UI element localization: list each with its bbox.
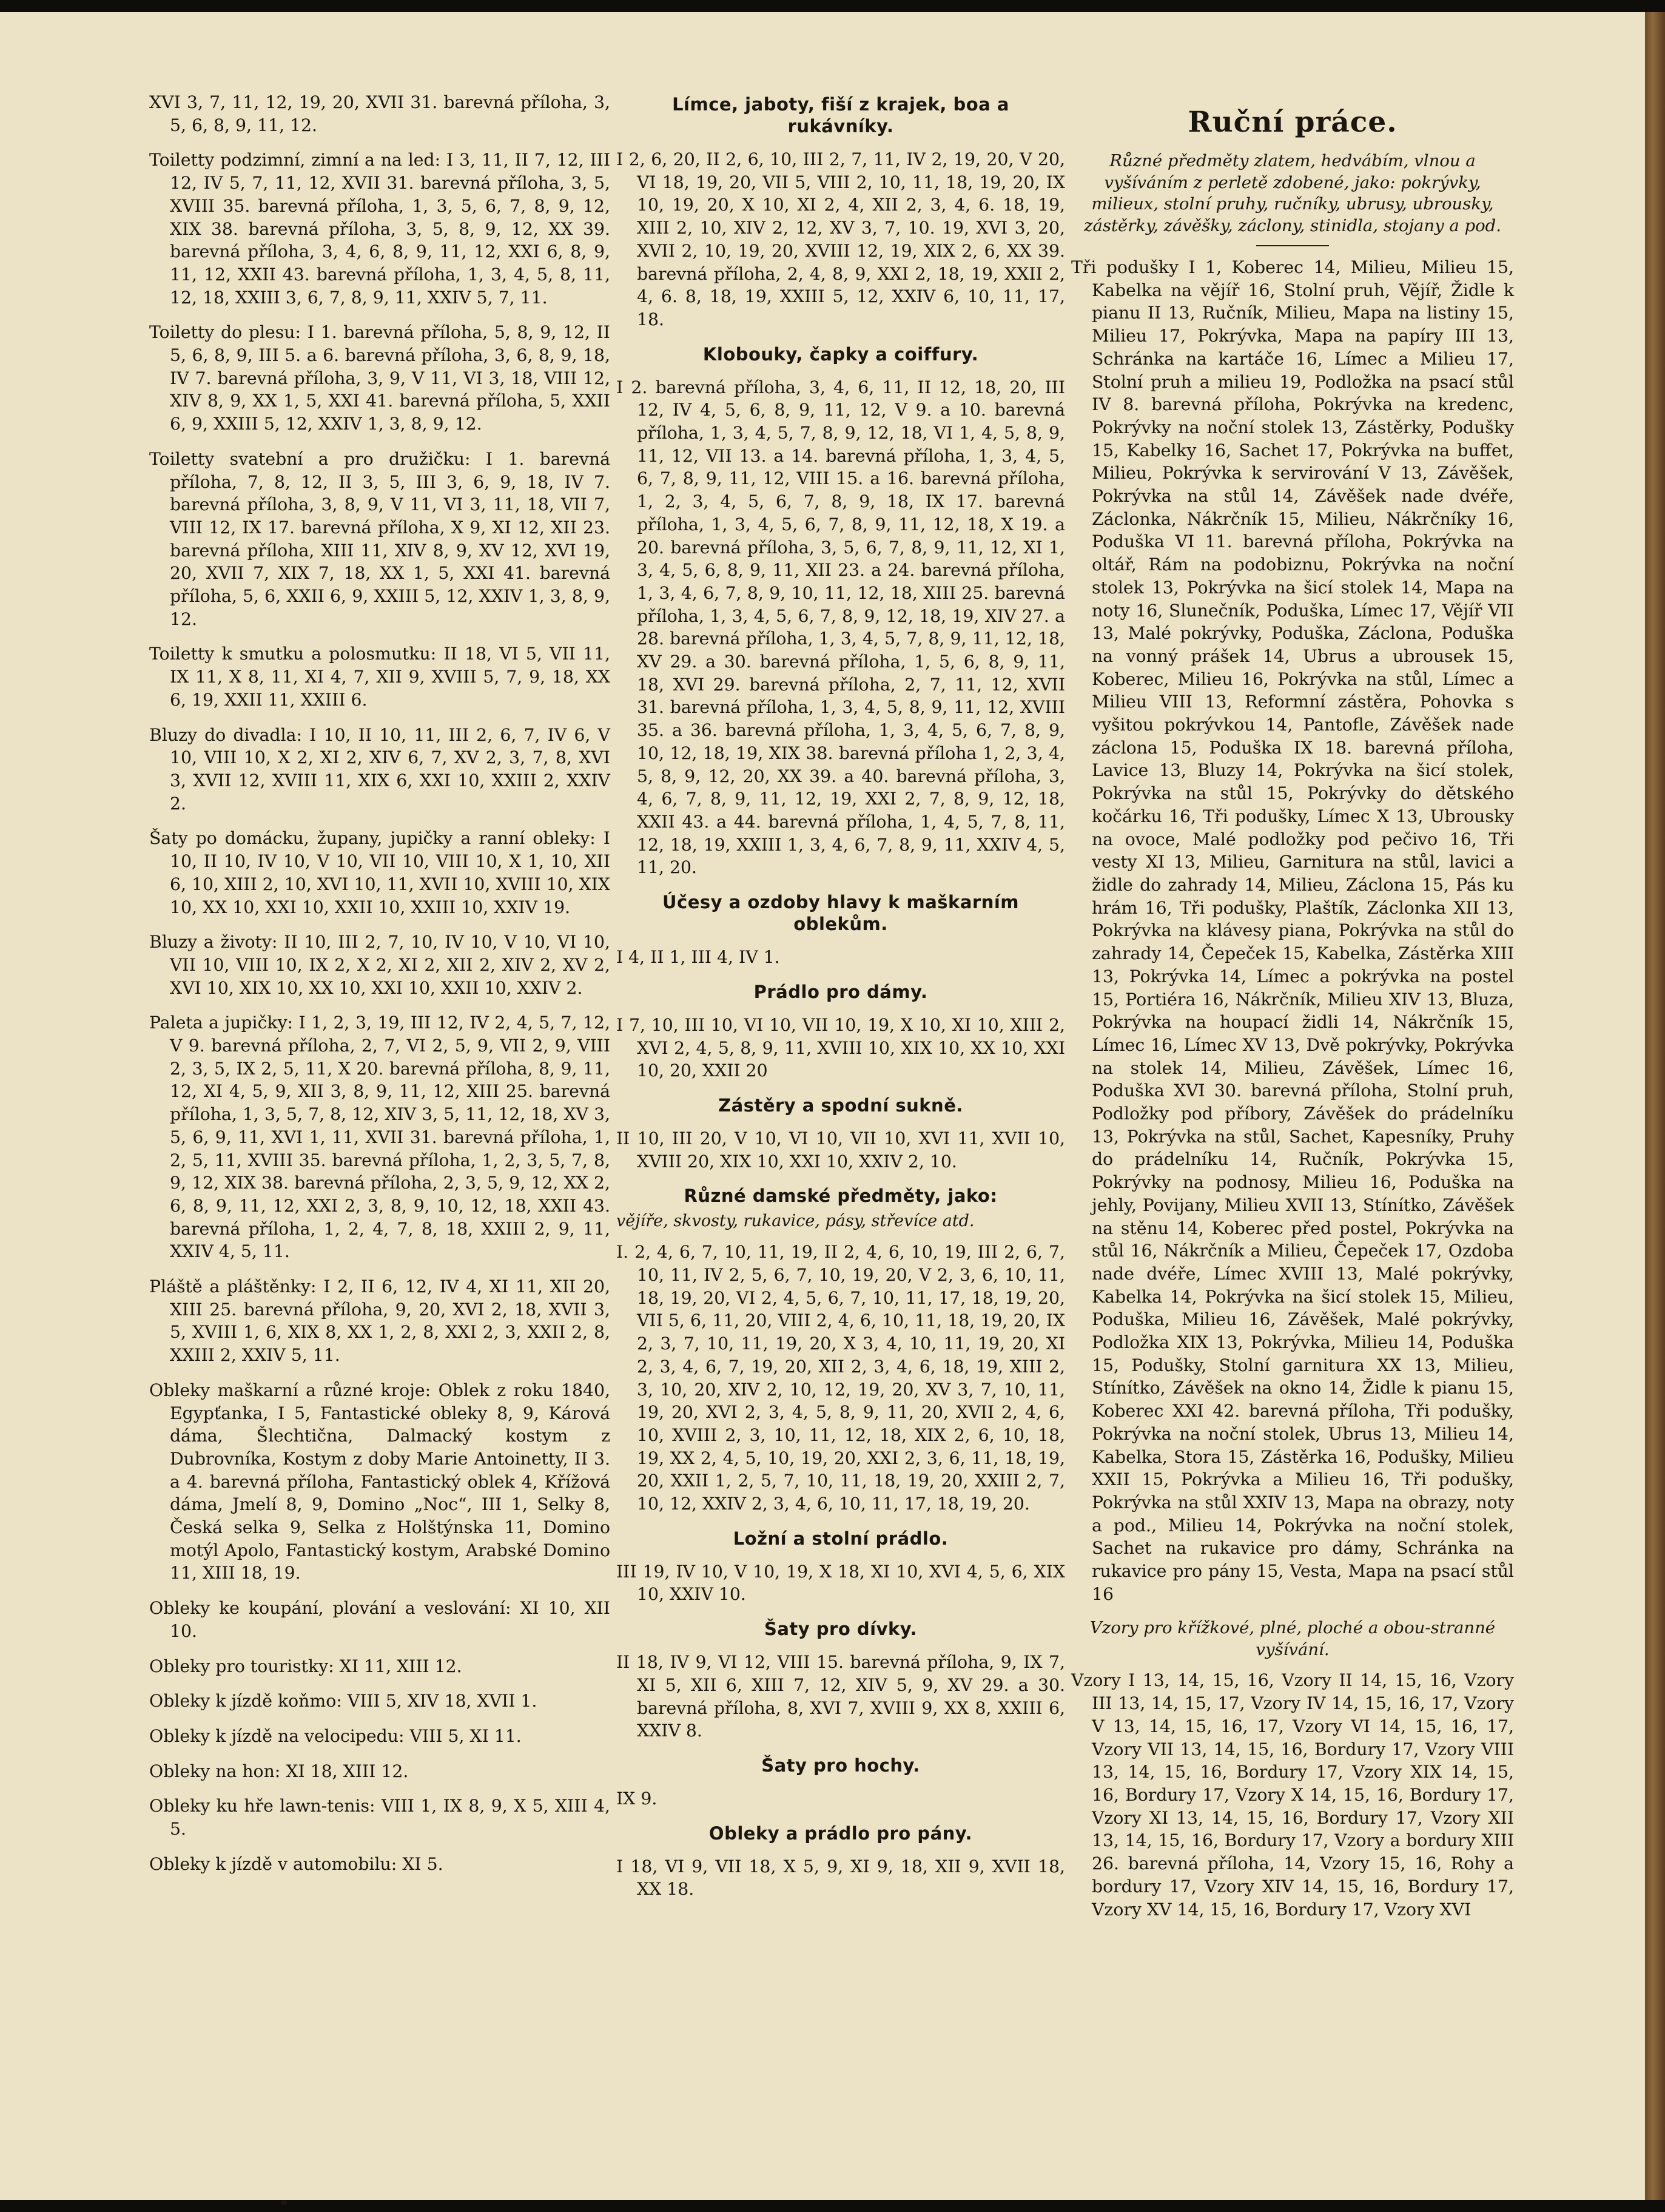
ink-dot [281,2200,287,2205]
page-edge [1645,12,1665,2200]
column-middle [616,91,1065,1913]
index-entry: Toiletty podzimní, zimní a na led: I 3, 11, II 7, 12, III 12, IV 5, 7, 11, 12, XVII 31. barevná příloha, 3, 5, XVIII 35. barevná příloha, 1, 3, 5, 6, 7, 8, 9, 12, XIX 38. barevná příloha, 3, 5, 8, 9, 12, XX 39. barevná příloha, 3, 4, 6, 8, 9, 11, 12, XXI 6, 8, 9, 11, 12, XXII 43. barevná příloha, 1, 3, 4, 5, 8, 11, 12, 18, XXIII 3, 6, 7, 8, 9, 11, XXIV 5, 7, 11. [149,150,610,308]
section-heading: Ložní a stolní prádlo. [733,1528,949,1549]
section-text: Tři podušky I 1, Koberec 14, Milieu, Milieu 15, Kabelka na vějíř 16, Stolní pruh, Vějíř, Židle k pianu II 13, Ručník, Milieu, Mapa na listiny 15, Milieu 17, Pokrývka, Mapa na papíry III 13, Schránka na kartáče 16, Límec a Milieu 17, Stolní pruh a milieu 19, Podložka na psací stůl IV 8. barevná příloha, Pokrývka na kredenc, Pokrývky na noční stolek 13, Zástěrky, Podušky 15, Kabelky 16, Sachet 17, Pokrývka na buffet, Milieu, Pokrývka k servirování V 13, Závěšek, Pokrývka na stůl 14, Závěšek nade dvéře, Záclonka, Nákrčník 15, Milieu, Nákrčníky 16, Poduška VI 11. barevná příloha, Pokrývka na oltář, Rám na podobiznu, Pokrývka na noční stolek 13, Pokrývka na šicí stolek 14, Mapa na noty 16, Slunečník, Poduška, Límec 17, Vějíř VII 13, Malé pokrývky, Poduška, Záclona, Poduška na vonný prášek 14, Ubrus a ubrousek 15, Koberec, Milieu 16, Pokrývka na stůl, Límec a Milieu VIII 13, Reformní zástěra, Pohovka s vyšitou pokrývkou 14, Pantofle, Závěšek nade záclona 15, Poduška IX 18. barevná příloha, Lavice 13, Bluzy 14, Pokrývka na šicí stolek, Pokrývka na stůl 15, Pokrývky do dětského kočárku 16, Tři podušky, Límec X 13, Ubrousky na ovoce, Malé podložky pod pečivo 16, Tři vesty XI 13, Milieu, Garnitura na stůl, lavici a židle do zahrady 14, Milieu, Záclona 15, Pás ku hrám 16, Tři podušky, Plaštík, Záclonka XII 13, Pokrývka na klávesy piana, Pokrývka na stůl do zahrady 14, Čepeček 15, Kabelka, Zástěrka XIII 13, Pokrývka 14, Límec a pokrývka na postel 15, Portiéra 16, Nákrčník, Milieu XIV 13, Bluza, Pokrývka na houpací židli 14, Nákrčník 15, Límec 16, Límec XV 13, Dvě pokrývky, Pokrývka na stolek 14, Milieu, Závěšek, Límec 16, Poduška XVI 30. barevná příloha, Stolní pruh, Podložky pod příbory, Závěšek do prádelníku 13, Pokrývka na stůl, Sachet, Kapesníky, Pruhy do prádelníku 14, Ručník, Pokrývka 15, Pokrývky na podnosy, Milieu 16, Poduška na jehly, Povijany, Milieu XVII 13, Stínítko, Závěšek na stěnu 14, Koberec před postel, Pokrývka na stůl 16, Nákrčník a Milieu, Čepeček 17, Ozdoba nade dvéře, Límec XVIII 13, Malé pokrývky, Kabelka 14, Pokrývka na šicí stolek 15, Milieu, Poduška, Milieu 16, Závěšek, Malé pokrývky, Podložka XIX 13, Pokrývka, Milieu 14, Poduška 15, Podušky, Stolní garnitura XX 13, Milieu, Stínítko, Závěšek na okno 14, Židle k pianu 15, Koberec XXI 42. barevná příloha, Tři podušky, Pokrývka na noční stolek, Ubrus 13, Milieu 14, Kabelka, Stora 15, Zástěrka 16, Podušky, Milieu XXII 15, Pokrývka a Milieu 16, Tři podušky, Pokrývka na stůl XXIV 13, Mapa na obrazy, noty a pod., Milieu 14, Pokrývka na noční stolek, Sachet na rukavice pro dámy, Schránka na rukavice pro pány 15, Vesta, Mapa na psací stůl 16 [1071,257,1514,1604]
section-text: Vzory I 13, 14, 15, 16, Vzory II 14, 15, 16, Vzory III 13, 14, 15, 17, Vzory IV 14, 15, 16, 17, Vzory V 13, 14, 15, 16, 17, Vzory VI 14, 15, 16, 17, Vzory VII 13, 14, 15, 16, Bordury 17, Vzory VIII 13, 14, 15, 16, Bordury 17, Vzory XIX 14, 15, 16, Bordury 17, Vzory X 14, 15, 16, Bordury 17, Vzory XI 13, 14, 15, 16, Bordury 17, Vzory XII 13, 14, 15, 16, Bordury 17, Vzory a bordury XIII 26. barevná příloha, 14, Vzory 15, 16, Rohy a bordury 17, Vzory XIV 14, 15, 16, Bordury 17, Vzory XV 14, 15, 16, Bordury 17, Vzory XVI [1071,1670,1514,1920]
section-subheading: Vzory pro křížkové, plné, ploché a obou-stranné vyšívání. [1089,1618,1496,1659]
index-entry: Bluzy a životy: II 10, III 2, 7, 10, IV 10, V 10, VI 10, VII 10, VIII 10, IX 2, X 2, XI 2, XII 2, XIV 2, XV 2, XVI 10, XIX 10, XX 10, XXI 10, XXII 10, XXIV 2. [149,932,610,998]
index-entry: Bluzy do divadla: I 10, II 10, 11, III 2, 6, 7, IV 6, V 10, VIII 10, X 2, XI 2, XIV 6, 7, XV 2, 3, 7, 8, XVI 3, XVII 12, XVIII 11, XIX 6, XXI 10, XXIII 2, XXIV 2. [149,724,610,814]
section-heading: Límce, jaboty, fiší z krajek, boa a rukávníky. [672,94,1009,137]
section-heading: Klobouky, čapky a coiffury. [702,343,979,365]
section-intro: Různé předměty zlatem, hedvábím, vlnou a vyšíváním z perletě zdobené, jako: pokrývky, milieux, stolní pruhy, ručníky, ubrusy, ubrousky, zástěrky, závěšky, záclony, stinidla, stojany a pod. [1083,151,1502,235]
index-entry: Paleta a jupičky: I 1, 2, 3, 19, III 12, IV 2, 4, 5, 7, 12, V 9. barevná příloha, 2, 7, VI 2, 5, 9, VII 2, 9, VIII 2, 3, 5, IX 2, 5, 11, X 20. barevná příloha, 8, 9, 11, 12, XI 4, 5, 9, XII 3, 8, 9, 11, 12, XIII 25. barevná příloha, 1, 3, 5, 7, 8, 12, XIV 3, 5, 11, 12, 18, XV 3, 5, 6, 9, 11, XVI 1, 11, XVII 31. barevná příloha, 1, 2, 5, 11, XVIII 35. barevná příloha, 1, 2, 3, 5, 7, 8, 9, 12, XIX 38. barevná příloha, 2, 3, 5, 9, 12, XX 2, 6, 8, 9, 11, 12, XXI 2, 3, 8, 9, 10, 12, 18, XXII 43. barevná příloha, 1, 2, 4, 7, 8, 18, XXIII 2, 9, 11, XXIV 4, 5, 11. [149,1013,610,1262]
index-entry: Obleky k jízdě na velocipedu: VIII 5, XI 11. [149,1726,522,1746]
section-heading: Šaty pro dívky. [764,1619,918,1640]
section-heading: Účesy a ozdoby hlavy k maškarním oblekům. [662,892,1020,935]
index-entry: Toiletty k smutku a polosmutku: II 18, VI 5, VII 11, IX 11, X 8, 11, XI 4, 7, XII 9, XVIII 5, 7, 9, 18, XX 6, 19, XXII 11, XXIII 6. [149,644,610,710]
section-text: I 2, 6, 20, II 2, 6, 10, III 2, 7, 11, IV 2, 19, 20, V 20, VI 18, 19, 20, VII 5, VIII 2, 10, 11, 18, 19, 20, IX 10, 19, 20, X 10, XI 2, 4, XII 2, 3, 4, 6. 18, 19, XIII 2, 10, XIV 2, 12, XV 3, 7, 10. 19, XVI 3, 20, XVII 2, 10, 19, 20, XVIII 12, 19, XIX 2, 6, XX 39. barevná příloha, 2, 4, 8, 9, XXI 2, 18, 19, XXII 2, 4, 6. 8, 18, 19, XXIII 5, 12, XXIV 6, 10, 11, 17, 18. [616,149,1065,329]
index-entry: Obleky ku hře lawn-tenis: VIII 1, IX 8, 9, X 5, XIII 4, 5. [149,1796,610,1839]
section-title: Ruční práce. [1188,106,1398,139]
column-right [1071,91,1514,1933]
index-entry: Toiletty svatební a pro družičku: I 1. barevná příloha, 7, 8, 12, II 3, 5, III 3, 6, 9, 18, IV 7. barevná příloha, 3, 8, 9, V 11, VI 3, 11, 18, VII 7, VIII 12, IX 17. barevná příloha, X 9, XI 12, XII 23. barevná příloha, XIII 11, XIV 8, 9, XV 12, XVI 19, 20, XVII 7, XIX 7, 18, XX 1, 5, XXI 41. barevná příloha, 5, 6, XXII 6, 9, XXIII 5, 12, XXIV 1, 3, 8, 9, 12. [149,448,610,629]
section-text: III 19, IV 10, V 10, 19, X 18, XI 10, XVI 4, 5, 6, XIX 10, XXIV 10. [616,1561,1065,1605]
index-entry: Obleky k jízdě v automobilu: XI 5. [149,1853,443,1874]
section-text: I 2. barevná příloha, 3, 4, 6, 11, II 12, 18, 20, III 12, IV 4, 5, 6, 8, 9, 11, 12, V 9. a 10. barevná příloha, 1, 3, 4, 5, 7, 8, 9, 12, 18, VI 1, 4, 5, 8, 9, 11, 12, VII 13. a 14. barevná příloha, 1, 3, 4, 5, 6, 7, 8, 9, 11, 12, VIII 15. a 16. barevná příloha, 1, 2, 3, 4, 5, 6, 7, 8, 9, 18, IX 17. barevná příloha, 1, 3, 4, 5, 6, 7, 8, 9, 11, 12, 18, X 19. a 20. barevná příloha, 3, 5, 6, 7, 8, 9, 11, 12, XI 1, 3, 4, 5, 6, 8, 9, 11, XII 23. a 24. barevná příloha, 1, 3, 4, 6, 7, 8, 9, 10, 11, 12, 18, XIII 25. barevná příloha, 1, 3, 4, 5, 6, 7, 8, 9, 12, 18, 19, XIV 27. a 28. barevná příloha, 1, 3, 4, 5, 7, 8, 9, 11, 12, 18, XV 29. a 30. barevná příloha, 1, 5, 6, 8, 9, 11, 18, XVI 29. barevná příloha, 2, 7, 11, 12, XVII 31. barevná příloha, 1, 3, 4, 5, 8, 9, 11, 12, XVIII 35. a 36. barevná příloha, 1, 3, 4, 5, 6, 7, 8, 9, 10, 12, 18, 19, XIX 38. barevná příloha 1, 2, 3, 4, 5, 8, 9, 12, 20, XX 39. a 40. barevná příloha, 3, 4, 6, 7, 8, 9, 11, 12, 19, XXI 2, 7, 8, 9, 12, 18, XXII 43. a 44. barevná příloha, 1, 4, 5, 7, 8, 11, 12, 18, 19, XXIII 1, 3, 4, 6, 7, 8, 9, 11, XXIV 4, 5, 11, 20. [616,377,1065,878]
section-text: II 18, IV 9, VI 12, VIII 15. barevná příloha, 9, IX 7, XI 5, XII 6, XIII 7, 12, XIV 5, 9, XV 29. a 30. barevná příloha, 8, XVI 7, XVIII 9, XX 8, XXIII 6, XXIV 8. [616,1652,1065,1741]
section-heading: Různé damské předměty, jako: [684,1185,998,1207]
section-text: I 18, VI 9, VII 18, X 5, 9, XI 9, 18, XII 9, XVII 18, XX 18. [616,1856,1065,1900]
index-entry: Obleky pro touristky: XI 11, XIII 12. [149,1656,462,1676]
index-entry: Obleky na hon: XI 18, XIII 12. [149,1761,409,1781]
section-subheading: vějíře, skvosty, rukavice, pásy, střevíce atd. [616,1212,975,1231]
section-text: IX 9. [616,1788,658,1809]
index-entry: Obleky maškarní a různé kroje: Oblek z roku 1840, Egypťanka, I 5, Fantastické obleky 8, 9, Kárová dáma, Šlechtična, Dalmacký kostym z Dubrovníka, Kostym z doby Marie Antoinetty, II 3. a 4. barevná příloha, Fantastický oblek 4, Křížová dáma, Jmelí 8, 9, Domino „Noc“, III 1, Selky 8, Česká selka 9, Selka z Holštýnska 11, Domino motýl Apolo, Fantastický kostym, Arabské Domino 11, XIII 18, 19. [149,1380,610,1583]
index-entry: Toiletty do plesu: I 1. barevná příloha, 5, 8, 9, 12, II 5, 6, 8, 9, III 5. a 6. barevná příloha, 3, 6, 8, 9, 18, IV 7. barevná příloha, 3, 9, V 11, VI 3, 18, VIII 12, XIV 8, 9, XX 1, 5, XXI 41. barevná příloha, 5, XXII 6, 9, XXIII 5, 12, XXIV 1, 3, 8, 9, 12. [149,322,610,434]
column-left [149,91,610,1888]
section-heading: Obleky a prádlo pro pány. [708,1823,973,1844]
section-text: II 10, III 20, V 10, VI 10, VII 10, XVI 11, XVII 10, XVIII 20, XIX 10, XXI 10, XXIV 2, 10. [616,1128,1065,1172]
section-heading: Šaty pro hochy. [761,1755,920,1776]
index-entry: Obleky k jízdě koňmo: VIII 5, XIV 18, XVII 1. [149,1691,537,1711]
index-entry: Obleky ke koupání, plování a veslování: XI 10, XII 10. [149,1598,610,1641]
section-text: I 7, 10, III 10, VI 10, VII 10, 19, X 10, XI 10, XIII 2, XVI 2, 4, 5, 8, 9, 11, XVIII 10, XIX 10, XX 10, XXI 10, 20, XXII 20 [616,1014,1065,1081]
index-entry: XVI 3, 7, 11, 12, 19, 20, XVII 31. barevná příloha, 3, 5, 6, 8, 9, 11, 12. [149,92,610,135]
index-entry: Šaty po domácku, župany, jupičky a ranní obleky: I 10, II 10, IV 10, V 10, VII 10, VIII 10, X 1, 10, XII 6, 10, XIII 2, 10, XVI 10, 11, XVII 10, XVIII 10, XIX 10, XX 10, XXI 10, XXII 10, XXIII 10, XXIV 19. [149,828,610,917]
section-heading: Zástěry a spodní sukně. [718,1094,963,1116]
index-entry: Pláště a pláštěnky: I 2, II 6, 12, IV 4, XI 11, XII 20, XIII 25. barevná příloha, 9, 20, XVI 2, 18, XVII 3, 5, XVIII 1, 6, XIX 8, XX 1, 2, 8, XXI 2, 3, XXII 2, 8, XXIII 2, XXIV 5, 11. [149,1276,610,1366]
divider [1256,245,1329,246]
section-text: I 4, II 1, III 4, IV 1. [616,947,780,968]
section-heading: Prádlo pro dámy. [753,981,928,1002]
section-text: I. 2, 4, 6, 7, 10, 11, 19, II 2, 4, 6, 10, 19, III 2, 6, 7, 10, 11, IV 2, 5, 6, 7, 10, 19, 20, V 2, 3, 6, 10, 11, 18, 19, 20, VI 2, 4, 5, 6, 7, 10, 11, 17, 18, 19, 20, VII 5, 6, 11, 20, VIII 2, 4, 6, 10, 11, 18, 19, 20, IX 2, 3, 7, 10, 11, 19, 20, X 3, 4, 10, 11, 19, 20, XI 2, 3, 4, 6, 7, 19, 20, XII 2, 3, 4, 6, 18, 19, XIII 2, 3, 10, 20, XIV 2, 10, 12, 19, 20, XV 3, 7, 10, 11, 19, 20, XVI 2, 3, 4, 5, 8, 9, 11, 20, XVII 2, 4, 6, 10, XVIII 2, 3, 10, 11, 12, 18, XIX 2, 6, 10, 18, 19, XX 2, 4, 5, 10, 19, 20, XXI 2, 3, 6, 11, 18, 19, 20, XXII 1, 2, 5, 7, 10, 11, 18, 19, 20, XXIII 2, 7, 10, 12, XXIV 2, 3, 4, 6, 10, 11, 17, 18, 19, 20. [616,1242,1065,1514]
